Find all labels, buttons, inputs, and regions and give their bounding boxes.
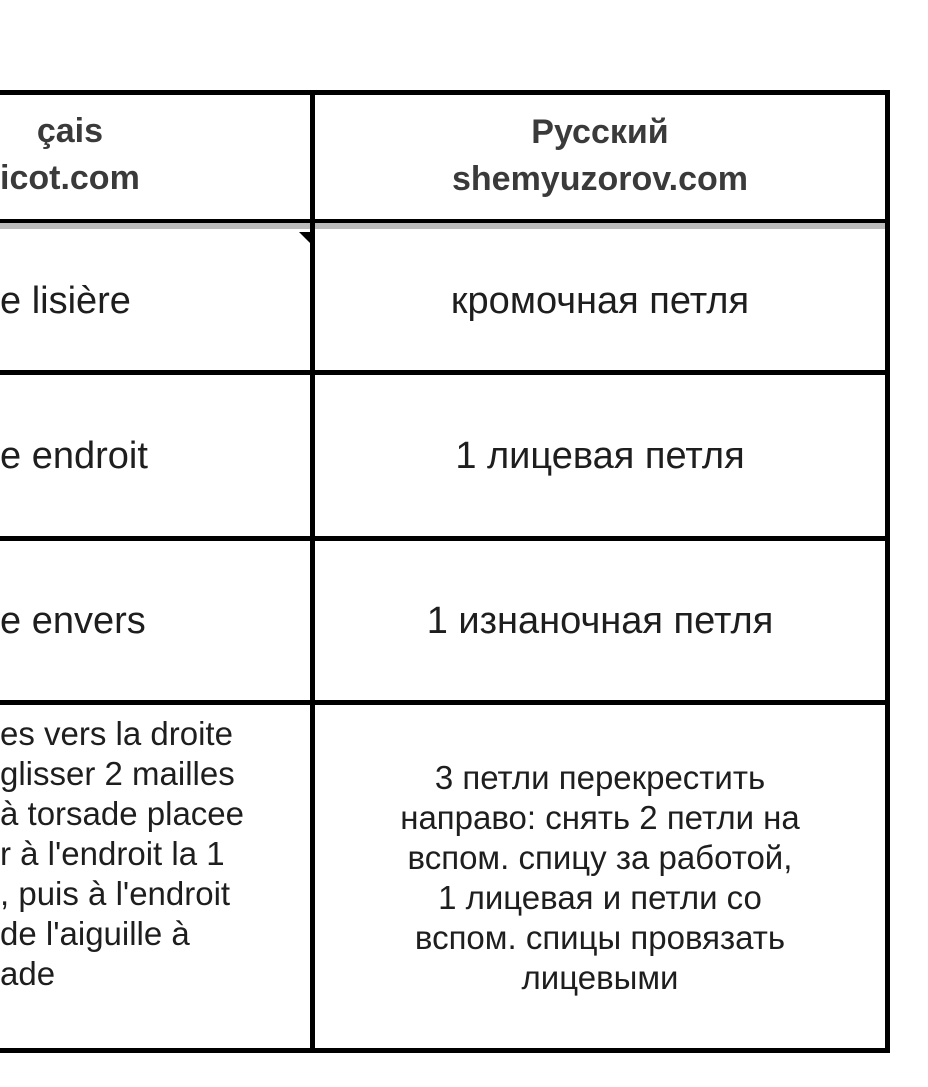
row-1-french-text: e lisière	[0, 280, 131, 322]
table-border-top	[0, 90, 890, 95]
row-1-french	[0, 232, 310, 370]
header-cell-french	[0, 90, 310, 222]
cell-corner-marker	[299, 232, 310, 243]
row-2-french	[0, 376, 310, 536]
row-4-french-paragraph	[0, 706, 244, 994]
header-french-site: icot.com	[0, 159, 140, 197]
row-3-russian-text: 1 изнаночная петля	[426, 600, 774, 642]
row-4-russian	[314, 706, 886, 1049]
row-4-french-line: ade	[0, 955, 56, 992]
header-divider-shadow	[0, 223, 890, 229]
table-border-right	[885, 90, 890, 1053]
row-3-french	[0, 542, 310, 700]
row-4-russian-line: 3 петли перекрестить	[434, 758, 766, 796]
row-4-french-line: glisser 2 mailles	[0, 755, 235, 792]
row-3-french-text: e envers	[0, 600, 146, 642]
translation-table	[0, 90, 890, 1053]
row-1-russian	[314, 232, 886, 370]
row-4-french-line: es vers la droite	[0, 715, 233, 752]
header-french-title: çais	[36, 112, 103, 150]
row-3-russian	[314, 542, 886, 700]
row-4-russian-line: вспом. спицы провязать	[414, 918, 786, 956]
row-2-french-text: e endroit	[0, 435, 148, 477]
header-cell-russian	[314, 90, 886, 222]
row-divider-2	[0, 536, 890, 541]
table-border-bottom	[0, 1048, 890, 1053]
row-4-french-line: , puis à l'endroit	[0, 875, 231, 912]
row-divider-3	[0, 700, 890, 705]
row-4-russian-paragraph	[400, 758, 800, 998]
row-4-french-line: de l'aiguille à	[0, 915, 190, 952]
row-divider-1	[0, 370, 890, 375]
row-2-russian-text: 1 лицевая петля	[455, 435, 745, 477]
header-russian-site: shemyuzorov.com	[451, 160, 748, 198]
row-4-russian-line: вспом. спицу за работой,	[407, 838, 793, 876]
row-4-french-line: à torsade placee	[0, 795, 245, 832]
row-1-russian-text: кромочная петля	[450, 280, 750, 322]
row-2-russian	[314, 376, 886, 536]
column-divider	[310, 90, 315, 1053]
row-4-russian-line: направо: снять 2 петли на	[400, 798, 800, 836]
row-4-russian-line: 1 лицевая и петли со	[438, 878, 762, 916]
row-4-french	[0, 706, 310, 1049]
header-russian-title: Русский	[531, 113, 669, 151]
row-4-russian-line: лицевыми	[521, 958, 679, 996]
row-4-french-line: r à l'endroit la 1	[0, 835, 225, 872]
